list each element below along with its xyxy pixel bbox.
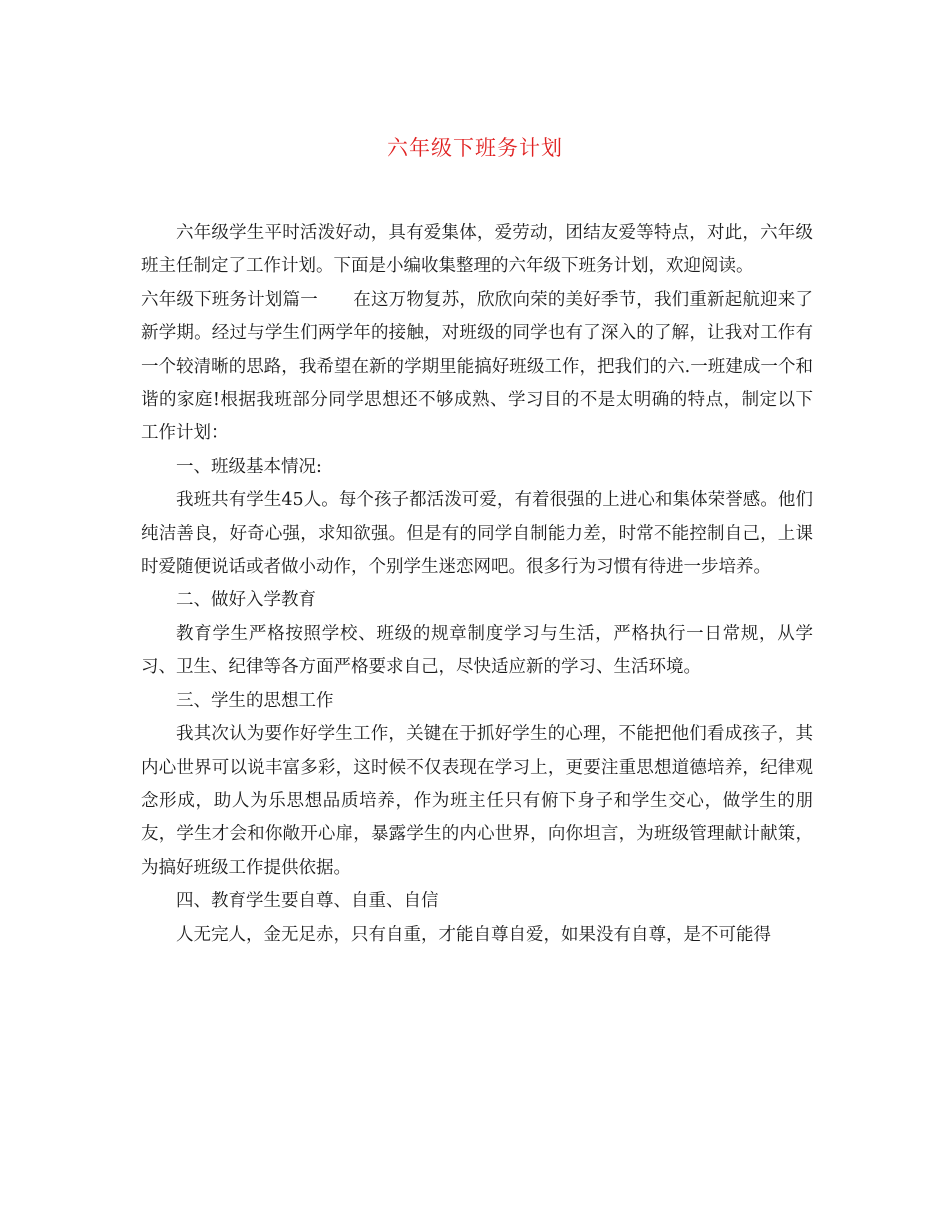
section-heading-1: 一、班级基本情况:: [176, 456, 322, 477]
section-heading-2: 二、做好入学教育: [176, 590, 316, 611]
paragraph-self-respect: 人无完人，金无足赤，只有自重，才能自尊自爱，如果没有自尊，是不可能得: [176, 924, 771, 945]
section-heading-4: 四、教育学生要自尊、自重、自信: [176, 891, 439, 912]
paragraph-plan-one: 六年级下班务计划篇一 在这万物复苏，欣欣向荣的美好季节，我们重新起航迎来了新学期。经过与学生们两学年的接触，对班级的同学也有了深入的了解，让我对工作有一个较清晰的思路，我希望在新的学期里能搞好班级工作，把我们的六.一班建成一个和谐的家庭!根据我班部分同学思想还不够成熟、学习目的不是太明确的特点，制定以下工作计划：: [141, 289, 813, 444]
paragraph-class-info: 我班共有学生45人。每个孩子都活泼可爱，有着很强的上进心和集体荣誉感。他们纯洁善良，好奇心强，求知欲强。但是有的同学自制能力差，时常不能控制自己，上课时爱随便说话或者做小动作，个别学生迷恋网吧。很多行为习惯有待进一步培养。: [141, 490, 813, 578]
paragraph-intro: 六年级学生平时活泼好动，具有爱集体，爱劳动，团结友爱等特点，对此，六年级班主任制定了工作计划。下面是小编收集整理的六年级下班务计划，欢迎阅读。: [141, 223, 813, 277]
paragraph-entry-education: 教育学生严格按照学校、班级的规章制度学习与生活，严格执行一日常规，从学习、卫生、纪律等各方面严格要求自己，尽快适应新的学习、生活环境。: [141, 623, 813, 678]
paragraph-thought-work: 我其次认为要作好学生工作，关键在于抓好学生的心理，不能把他们看成孩子，其内心世界可以说丰富多彩，这时候不仅表现在学习上，更要注重思想道德培养，纪律观念形成，助人为乐思想品质培养，作为班主任只有俯下身子和学生交心，做学生的朋友，学生才会和你敞开心扉，暴露学生的内心世界，向你坦言，为班级管理献计献策，为搞好班级工作提供依据。: [141, 724, 813, 878]
document-title: 六年级下班务计划: [387, 136, 563, 160]
document-body: [141, 217, 813, 952]
section-heading-3: 三、学生的思想工作: [176, 690, 334, 711]
